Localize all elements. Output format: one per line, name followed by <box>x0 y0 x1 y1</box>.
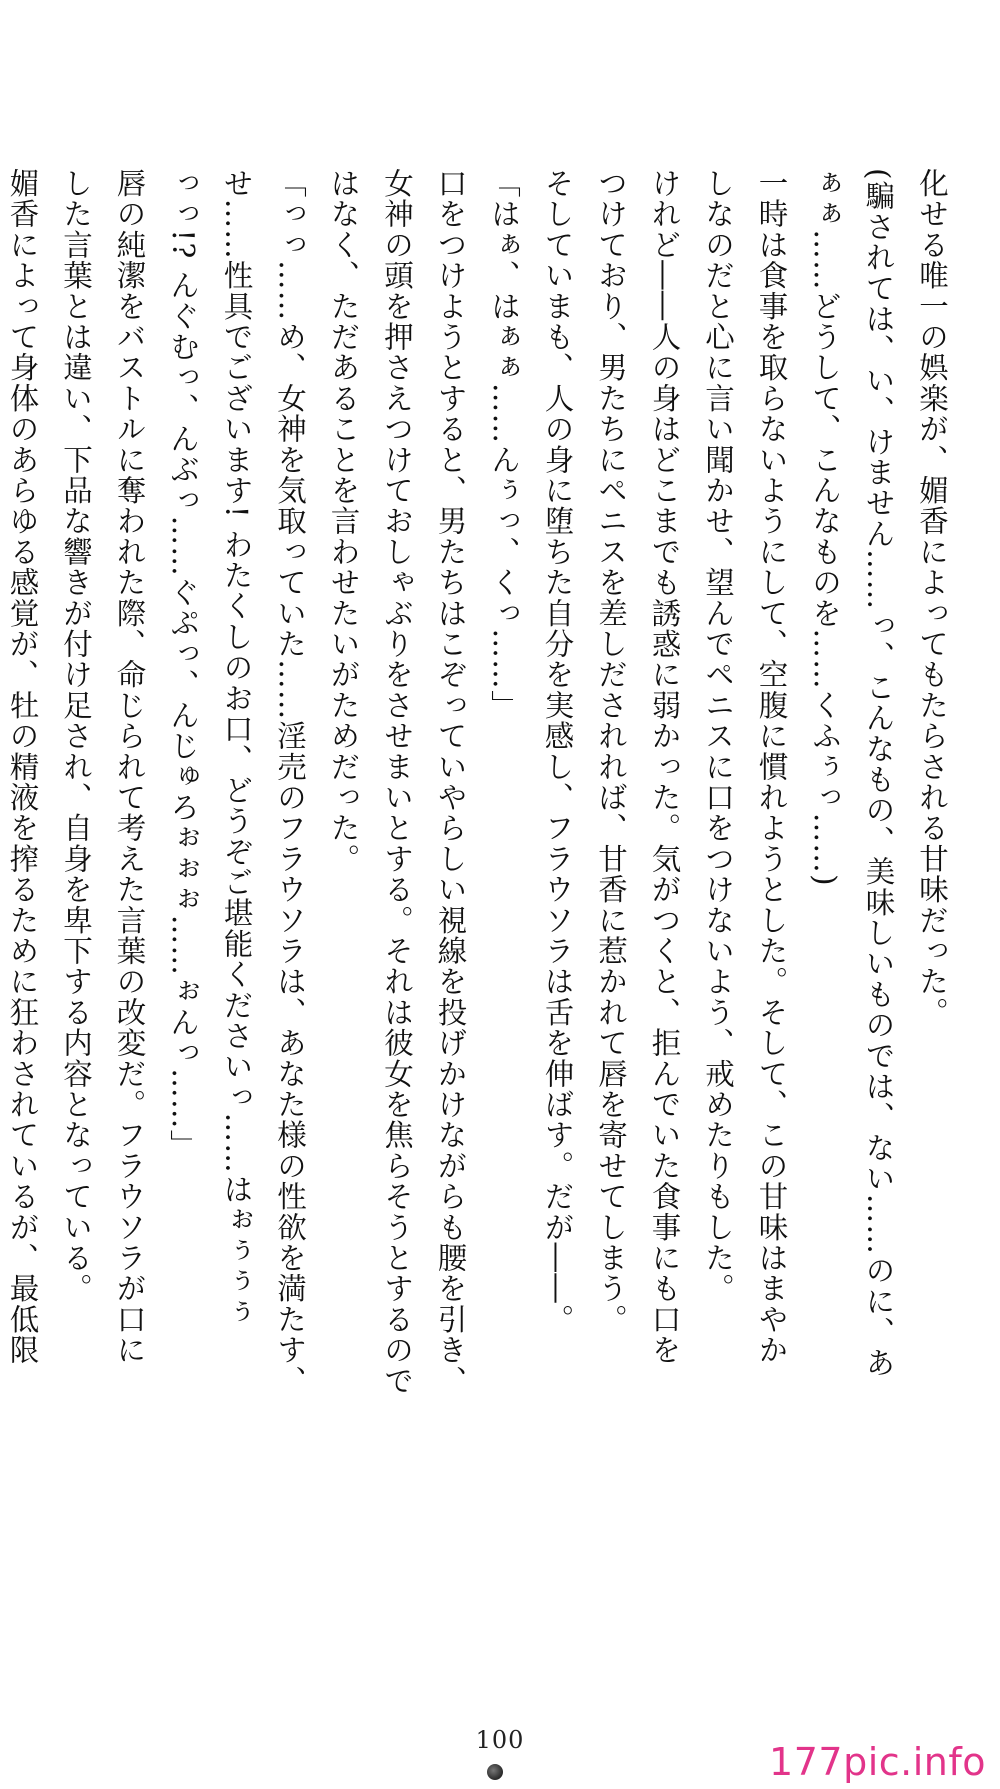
text-line: せ……性具でございます! わたくしのお口、どうぞご堪能くださいっ……はぉぅぅぅ <box>219 168 254 1328</box>
text-line: はなく、ただあることを言わせたいがためだった。 <box>326 168 361 875</box>
text-line: 一時は食事を取らないようにして、空腹に慣れようとした。そして、この甘味はまやか <box>754 168 789 1366</box>
watermark: 177pic.info <box>769 1740 986 1784</box>
page-number: 100 <box>475 1726 525 1754</box>
text-line: っっ!? んぐむっ、んぶっ……ぐぷっ、んじゅろぉぉぉ……ぉんっ……」 <box>166 168 200 1161</box>
text-line: しなのだと心に言い聞かせ、望んでペニスに口をつけないよう、戒めたりもした。 <box>701 168 735 1304</box>
text-line: つけており、男たちにペニスを差しだされれば、甘香に惹かれて唇を寄せてしまう。 <box>594 168 628 1335</box>
text-line: 媚香によって身体のあらゆる感覚が、牡の精液を搾るために狂わされているが、最低限 <box>5 168 40 1366</box>
vertical-text-body <box>5 168 958 1478</box>
text-line: 「はぁ、はぁぁ……んぅっ、くっ……」 <box>487 168 521 721</box>
page-ornament-icon <box>487 1764 503 1780</box>
text-line: 化せる唯一の娯楽が、媚香によってもたらされる甘味だった。 <box>915 168 949 1028</box>
text-line: 口をつけようとすると、男たちはこぞっていやらしい視線を投げかけながらも腰を引き、 <box>433 168 468 1396</box>
text-line: 「っっ……め、女神を気取っていた……淫売のフラウソラは、あなた様の性欲を満たす、 <box>273 168 307 1396</box>
text-line: けれど――人の身はどこまでも誘惑に弱かった。気がつくと、拒んでいた食事にも口を <box>647 168 682 1366</box>
text-line: 女神の頭を押さえつけておしゃぶりをさせまいとする。それは彼女を焦らそうとするので <box>380 168 414 1396</box>
text-line: した言葉とは違い、下品な響きが付け足され、自身を卑下する内容となっている。 <box>59 168 93 1304</box>
text-line: そしていまも、人の身に堕ちた自分を実感し、フラウソラは舌を伸ばす。だが――。 <box>540 168 575 1335</box>
text-line: (騙されては、い、けません……っ、こんなもの、美味しいものでは、ない……のに、あ <box>861 168 896 1379</box>
text-line: ぁぁ……どうして、こんなものを……くふぅっ……) <box>808 168 842 887</box>
text-line: 唇の純潔をバストルに奪われた際、命じられて考えた言葉の改変だ。フラウソラが口に <box>112 168 147 1366</box>
